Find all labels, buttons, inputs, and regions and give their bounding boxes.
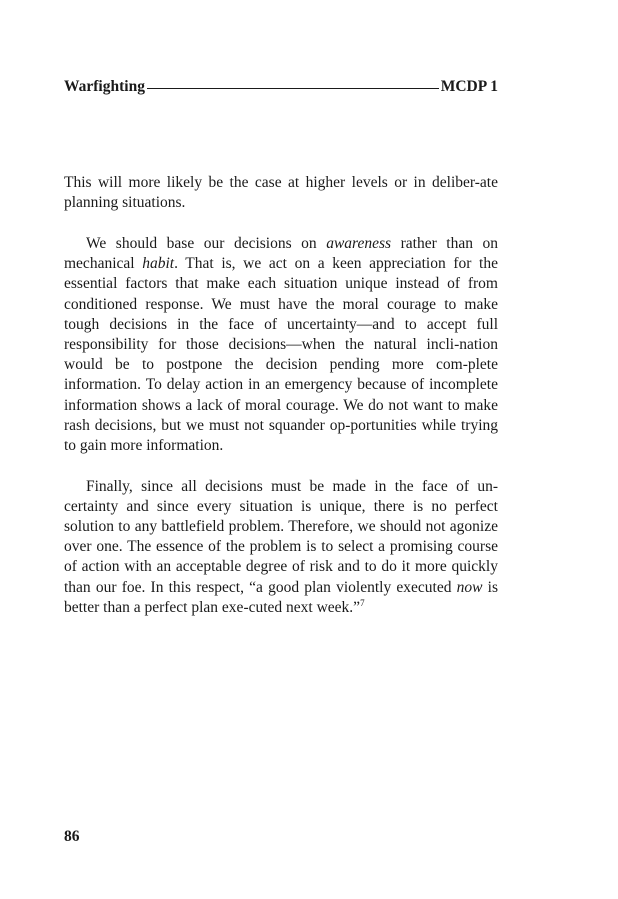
paragraph-text: Finally, since all decisions must be made in the face of un-certainty and since every situation is unique, there is no perfect solution to any battlefield problem. Therefore, we should not agonize over one. The essence of the problem is to select a promising course of action with an acceptable degree of risk and to do it more quickly than our foe. In this respect, “a good plan violently executed <box>64 477 498 596</box>
emphasis-habit: habit <box>142 255 175 273</box>
paragraph-text: We should base our decisions on <box>86 234 327 252</box>
footnote-reference: 7 <box>360 597 365 608</box>
page-number: 86 <box>64 828 80 845</box>
paragraph-text: This will more likely be the case at higher levels or in deliber-ate planning situations. <box>64 174 498 212</box>
paragraph-text: is better than a perfect plan exe-cuted next week.” <box>64 578 498 616</box>
page-body <box>64 173 498 618</box>
emphasis-now: now <box>456 578 483 596</box>
paragraph-text: . That is, we act on a keen appreciation for the essential factors that make each situation unique instead of from conditioned response. We must have the moral courage to make tough decisions in the face of uncertainty—and to accept full responsibility for those decisions—when the natural incli-nation would be to postpone the decision pending more com-plete information. To delay action in an emergency because of incomplete information shows a lack of moral courage. We do not want to make rash decisions, but we must not squander op-portunities while trying to gain more information. <box>64 255 498 454</box>
emphasis-awareness: awareness <box>326 234 392 252</box>
paragraph-text: rather than on mechanical <box>64 234 499 273</box>
header-publication-id: MCDP 1 <box>440 78 498 95</box>
header-rule <box>147 88 439 89</box>
paragraph-finally <box>64 477 498 618</box>
paragraph-continuation <box>64 173 498 213</box>
header-title: Warfighting <box>64 78 145 95</box>
running-header <box>64 77 498 97</box>
paragraph-awareness <box>64 234 498 456</box>
